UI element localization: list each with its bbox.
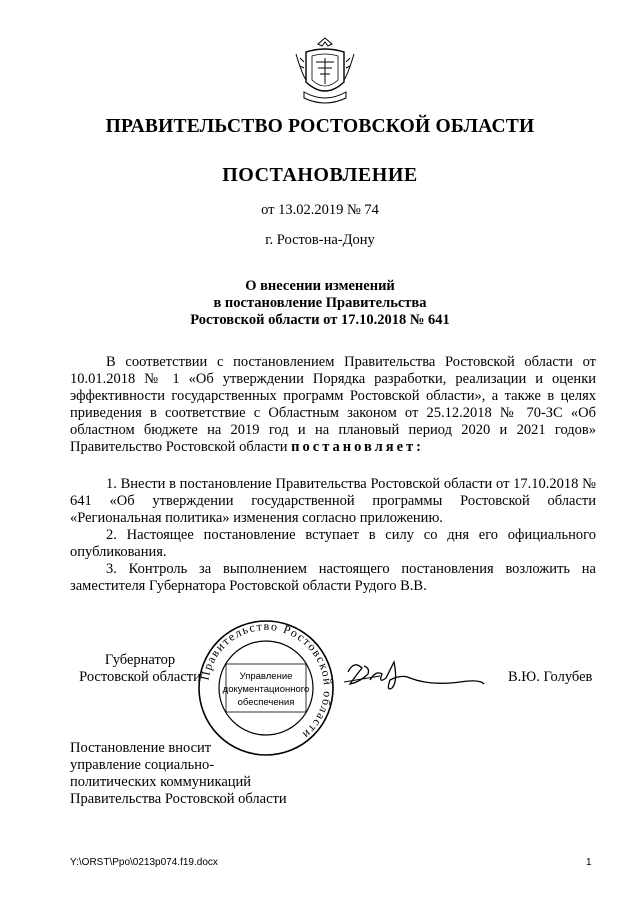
items-list [70, 476, 596, 595]
submitter-note-line: политических коммуникаций [70, 774, 252, 790]
stamp-outer-text: Правительство Ростовской области [197, 618, 336, 743]
official-stamp [196, 618, 336, 758]
list-item: 3. Контроль за выполнением настоящего постановления возложить на заместителя Губернатора Ростовской области Рудого В.В. [70, 561, 596, 594]
date-number: от 13.02.2019 № 74 [261, 202, 379, 218]
city: г. Ростов-на-Дону [265, 232, 375, 248]
resolves-word: постановляет: [291, 439, 425, 455]
stamp-inner-line: Управление [239, 671, 293, 682]
page-number: 1 [586, 857, 592, 868]
signatory-title-line: Ростовской области [79, 669, 201, 685]
signatory-name: В.Ю. Голубев [508, 669, 593, 685]
signatory-title-line: Губернатор [104, 652, 176, 668]
submitter-note-line: управление социально- [70, 757, 215, 773]
document-type: ПОСТАНОВЛЕНИЕ [222, 164, 418, 186]
subject-heading [0, 278, 640, 329]
subject-line: Ростовской области от 17.10.2018 № 641 [190, 312, 450, 328]
list-item: 1. Внести в постановление Правительства Ростовской области от 17.10.2018 № 641 «Об утверждении государственной программы Ростовской области «Региональная политика» изменения согласно приложению. [70, 476, 596, 526]
stamp-inner-line: документационного [222, 684, 310, 695]
submitter-note-line: Правительства Ростовской области [70, 791, 287, 807]
preamble [70, 354, 596, 456]
list-item: 2. Настоящее постановление вступает в силу со дня его официального опубликования. [70, 527, 596, 560]
government-title: ПРАВИТЕЛЬСТВО РОСТОВСКОЙ ОБЛАСТИ [105, 116, 535, 137]
submitter-note-line: Постановление вносит [70, 740, 212, 756]
stamp-inner-line: обеспечения [237, 697, 295, 708]
signatory-title [70, 652, 210, 686]
subject-line: О внесении изменений [245, 278, 395, 294]
coat-of-arms-icon [294, 34, 356, 108]
preamble-text: В соответствии с постановлением Правительства Ростовской области от 10.01.2018 № 1 «Об утверждении Порядка разработки, реализации и оценки эффективности государственных программ Ростовской области», а также в целях приведения в соответствие с Областным законом от 25.12.2018 № 70-ЗС «Об областном бюджете на 2019 год и на плановый период 2020 и 2021 годов» Правительство Ростовской области [70, 354, 596, 455]
file-path: Y:\ORST\Ppo\0213p074.f19.docx [70, 857, 218, 868]
handwritten-signature [340, 652, 490, 702]
submitter-note [70, 740, 330, 808]
subject-line: в постановление Правительства [213, 295, 427, 311]
